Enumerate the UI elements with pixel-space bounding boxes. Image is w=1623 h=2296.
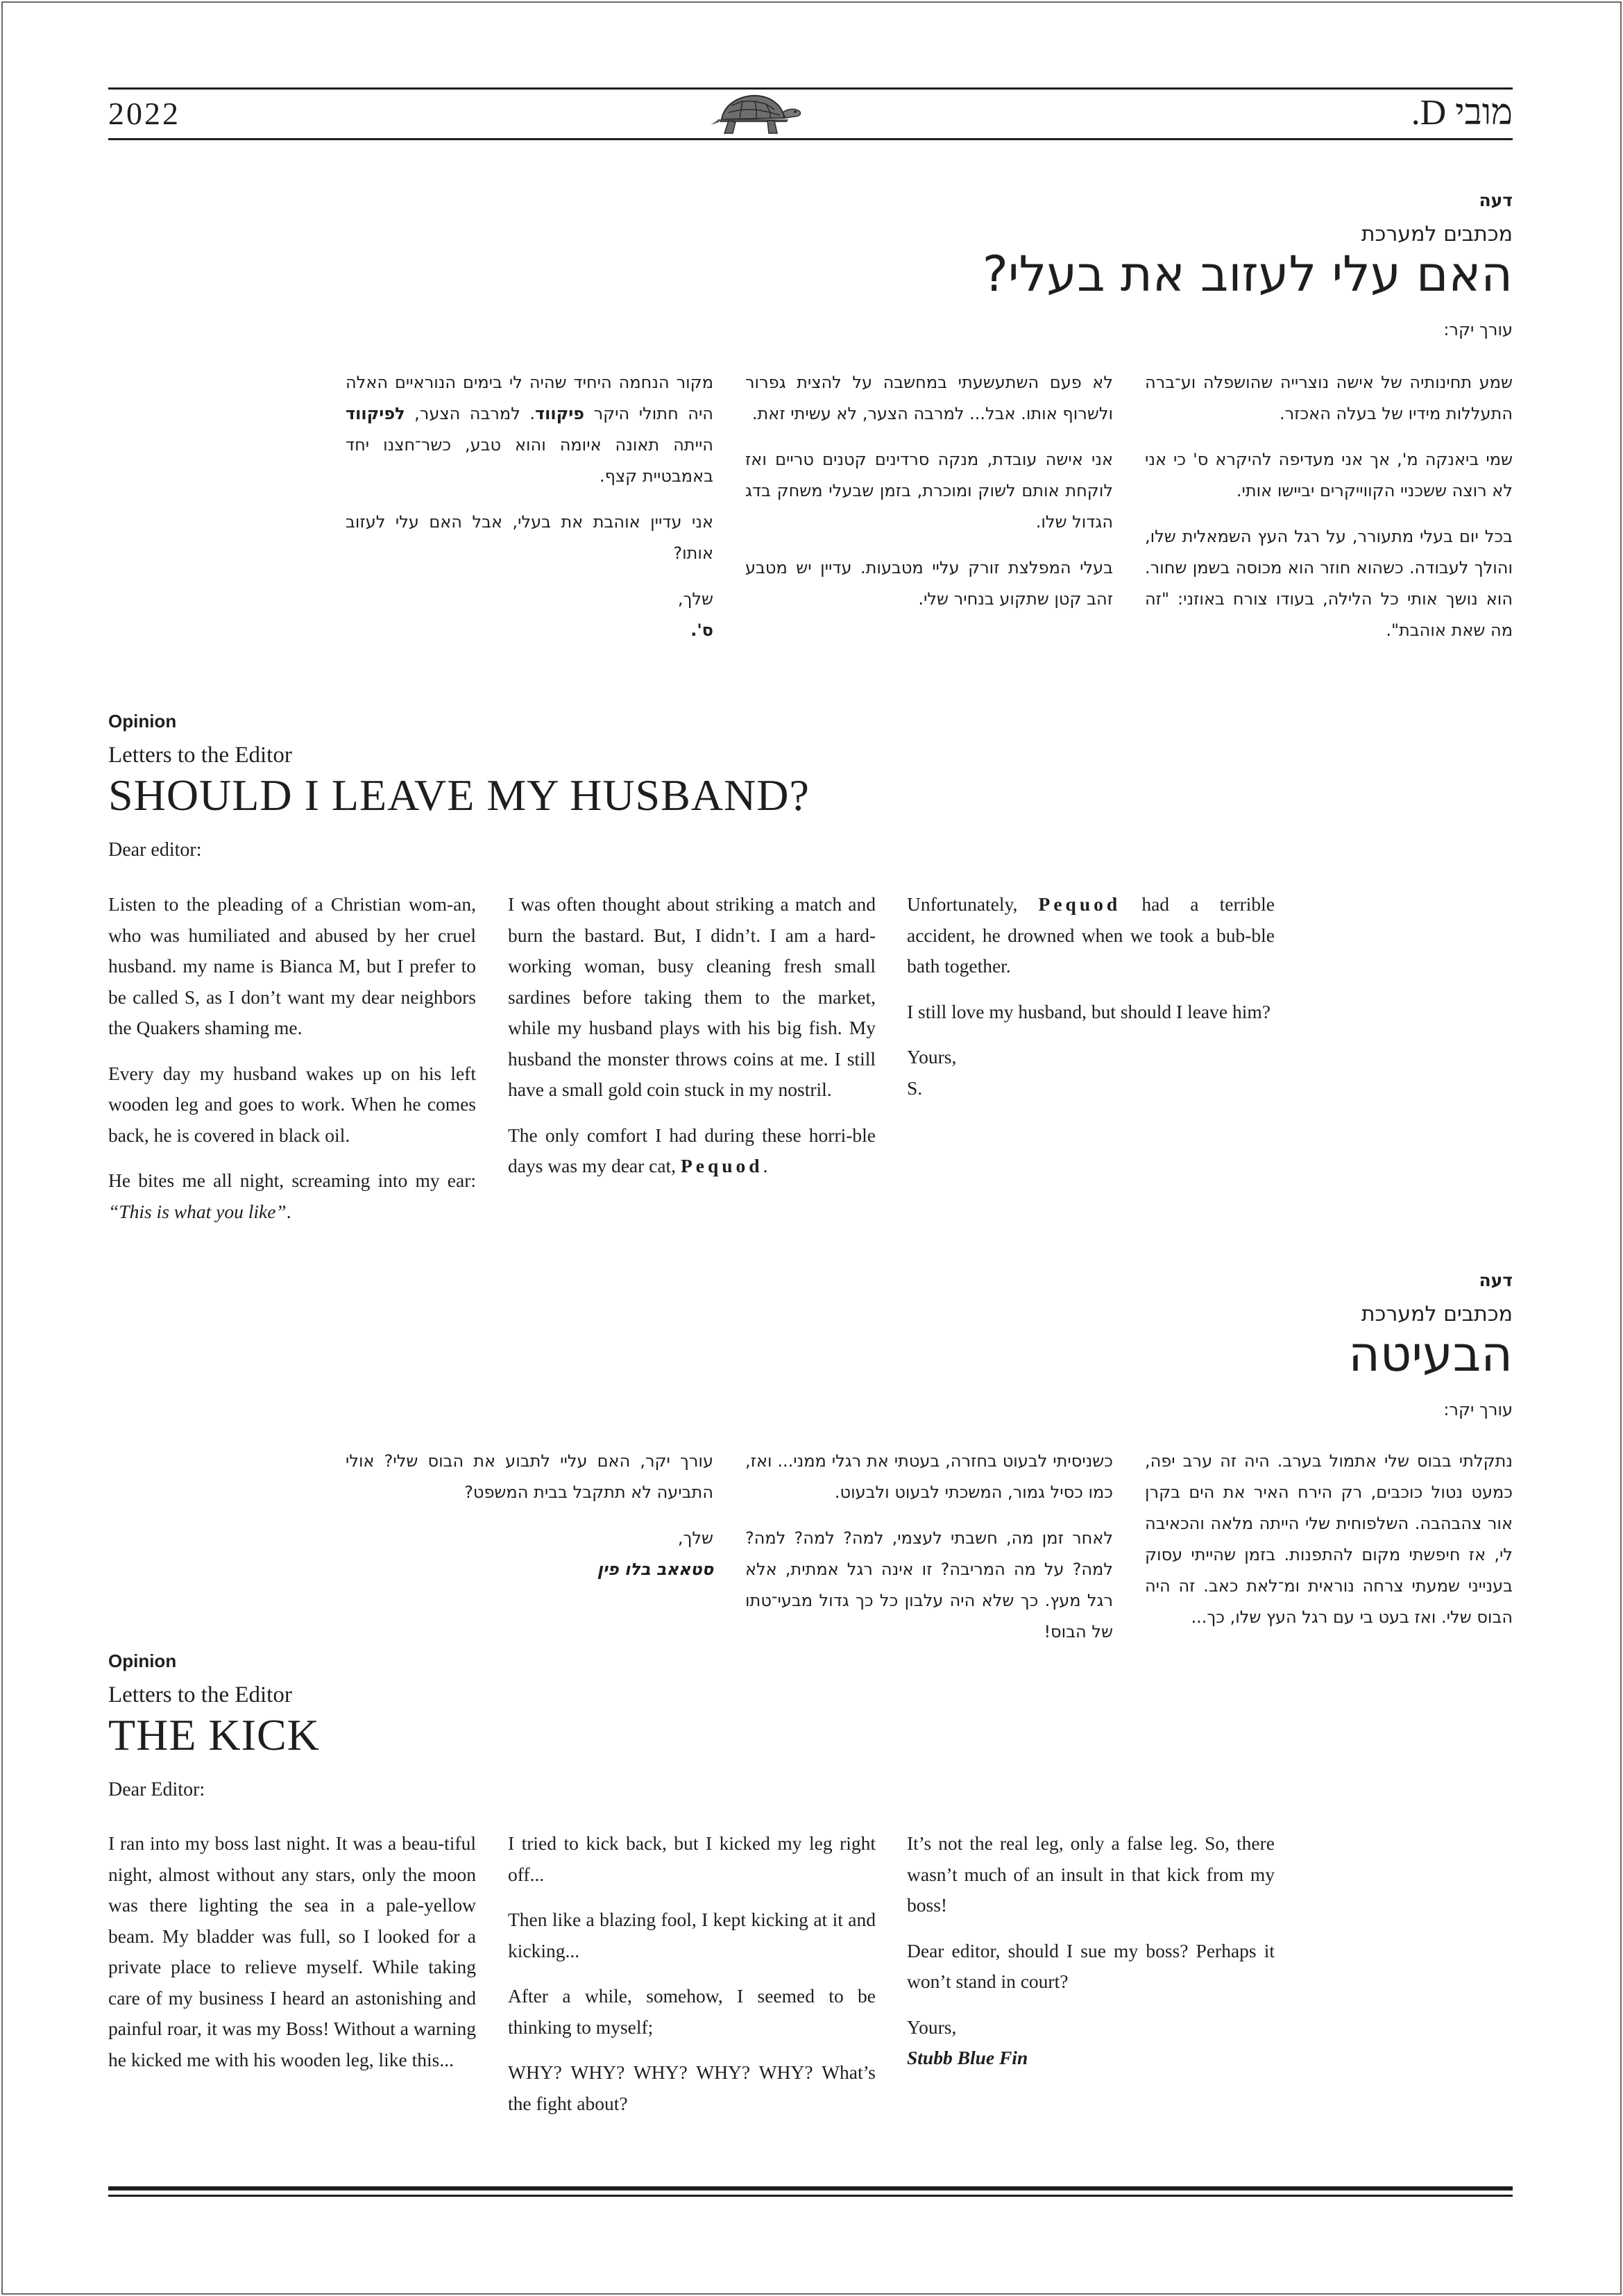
he-article2-title: הבעיטה (1348, 1326, 1513, 1383)
sign-off: שלך, (677, 1528, 713, 1548)
he-article1-column-1 (1145, 367, 1513, 661)
paragraph: WHY? WHY? WHY? WHY? WHY? What’s the fight about? (508, 2061, 876, 2114)
tortoise-icon (701, 89, 805, 140)
sign-off: Yours, (907, 1046, 957, 1067)
paragraph: שמע תחינותיה של אישה נוצרייה שהושפלה וע־ברה התעללות מידיו של בעלה האכזר. (1145, 373, 1513, 423)
en-article1-title: SHOULD I LEAVE MY HUSBAND? (108, 770, 810, 820)
paragraph: לא פעם השתעשעתי במחשבה על להצית גפרור ולשרוף אותו. אבל... למרבה הצער, לא עשיתי זאת. (745, 373, 1113, 423)
paragraph: בכל יום בעלי מתעורר, על רגל העץ השמאלית שלו, והולך לעבודה. כשהוא חוזר הוא מכוסה בשמן שחור. הוא נושך אותי כל הלילה, בעודו צורח באוזני: "זה מה שאת אוהבת". (1145, 527, 1513, 640)
footer-thin-rule (108, 2195, 1513, 2197)
en-article1-subtitle: Letters to the Editor (108, 743, 292, 768)
en-article1-column-2 (508, 889, 876, 1197)
en-article2-column-1 (108, 1828, 476, 2090)
he-article2-kicker: דעה (1479, 1270, 1513, 1290)
en-article2-column-2 (508, 1828, 876, 2134)
paragraph: Dear editor, should I sue my boss? Perhaps it won’t stand in court? (907, 1939, 1275, 1992)
masthead-top-rule (108, 87, 1513, 90)
he-article1-kicker: דעה (1479, 190, 1513, 210)
paragraph: Unfortunately, Pequod had a terrible accident, he drowned when we took a bub-ble bath together. (907, 893, 1275, 977)
en-article2-column-3 (907, 1828, 1275, 2088)
footer-thick-rule (108, 2186, 1513, 2191)
paragraph: לאחר זמן מה, חשבתי לעצמי, למה? למה? למה? למה? על מה המריבה? זו אינה רגל אמתית, אלא רגל מעץ. כך שלא היה עלבון כל כך גדול מבעי־טתו של הבוס! (745, 1528, 1113, 1641)
paragraph: After a while, somehow, I seemed to be thinking to myself; (508, 1985, 876, 2038)
masthead-bottom-rule (108, 138, 1513, 140)
sign-off: שלך, (677, 589, 713, 609)
pequod-name: לפיקווד (346, 404, 405, 423)
signature: סטאאב בלו פין (597, 1560, 713, 1579)
en-article1-column-3 (907, 889, 1275, 1118)
en-article2-salutation: Dear Editor: (108, 1779, 205, 1800)
he-article2-column-3 (346, 1446, 713, 1600)
pequod-name: Pequod (1038, 893, 1121, 915)
quote: “This is what you like” (108, 1200, 287, 1222)
he-article2-column-2 (745, 1446, 1113, 1662)
signature: Stubb Blue Fin (907, 2047, 1028, 2068)
paragraph: The only comfort I had during these horri-ble days was my dear cat, Pequod. (508, 1124, 876, 1176)
sign-off: Yours, (907, 2016, 957, 2038)
he-article1-subtitle: מכתבים למערכת (1361, 222, 1513, 246)
en-article2-subtitle: Letters to the Editor (108, 1682, 292, 1707)
paragraph: He bites me all night, screaming into my ear: “This is what you like”. (108, 1170, 476, 1222)
paragraph: It’s not the real leg, only a false leg. So, there wasn’t much of an insult in that kick from my boss! (907, 1832, 1275, 1916)
masthead-year: 2022 (108, 96, 180, 131)
he-article2-column-1 (1145, 1446, 1513, 1648)
he-article2-salutation: עורך יקר: (1443, 1400, 1513, 1419)
paragraph: בעלי המפלצת זורק עליי מטבעות. עדיין יש מטבע זהב קטן שתקוע בנחיר שלי. (745, 558, 1113, 609)
he-article1-column-2 (745, 367, 1113, 630)
paragraph: אני עדיין אוהבת את בעלי, אבל האם עלי לעזוב אותו? (346, 512, 713, 563)
paragraph: I tried to kick back, but I kicked my leg right off... (508, 1832, 876, 1885)
en-article1-salutation: Dear editor: (108, 839, 202, 861)
he-article1-title: האם עלי לעזוב את בעלי? (982, 246, 1513, 303)
paragraph: כשניסיתי לבעוט בחזרה, בעטתי את רגלי ממני... ואז, כמו כסיל גמור, המשכתי לבעוט ולבעוט. (745, 1451, 1113, 1502)
signature: ס'. (690, 621, 713, 640)
signature: S. (907, 1077, 923, 1099)
paragraph: אני אישה עובדת, מנקה סרדינים קטנים טריים ואז לוקחת אותם לשוק ומוכרת, בזמן שבעלי משחק בדג הגדול שלו. (745, 450, 1113, 532)
paragraph: Listen to the pleading of a Christian wom-an, who was humiliated and abused by her cruel husband. my name is Bianca M, but I prefer to be called S, as I don’t want my dear neighbors the Quakers shaming me. (108, 893, 476, 1038)
pequod-name: Pequod (680, 1155, 763, 1176)
paragraph: עורך יקר, האם עליי לתבוע את הבוס שלי? אולי התביעה לא תתקבל בבית המשפט? (346, 1451, 713, 1502)
paragraph: נתקלתי בבוס שלי אתמול בערב. היה זה ערב יפה, כמעט נטול כוכבים, רק הירח האיר את הים בקרן אור צהבהבה. השלפוחית שלי הייתה מלאה והכאיבה לי, אז חיפשתי מקום להתפנות. בזמן שהייתי עסוק בענייני שמעתי צרחה נוראית ומ־לאת כאב. זה היה הבוס שלי. ואז בעט בי עם רגל העץ שלו, כך... (1145, 1451, 1513, 1627)
en-article2-kicker: Opinion (108, 1651, 177, 1671)
pequod-name: פיקווד (534, 404, 585, 423)
paragraph: Every day my husband wakes up on his left wooden leg and goes to work. When he comes back, he is covered in black oil. (108, 1062, 476, 1146)
he-article2-subtitle: מכתבים למערכת (1361, 1302, 1513, 1326)
masthead-title: מובי D. (1411, 93, 1513, 133)
he-article1-salutation: עורך יקר: (1443, 320, 1513, 339)
en-article1-column-1 (108, 889, 476, 1242)
paragraph: Then like a blazing fool, I kept kicking at it and kicking... (508, 1909, 876, 1961)
paragraph: שמי ביאנקה מ', אך אני מעדיפה להיקרא ס' כי אני לא רוצה ששכניי הקווייקרים יביישו אותי. (1145, 450, 1513, 500)
paragraph: I still love my husband, but should I leave him? (907, 1000, 1271, 1022)
paragraph: I was often thought about striking a match and burn the bastard. But, I didn’t. I am a hard-working woman, busy cleaning fresh small sardines before taking them to the market, while my husband plays with his big fish. My husband the monster throws coins at me. I still have a small gold coin stuck in my nostril. (508, 893, 876, 1100)
he-article1-column-3 (346, 367, 713, 661)
en-article1-kicker: Opinion (108, 711, 177, 732)
paragraph: I ran into my boss last night. It was a beau-tiful night, almost without any stars, only the moon was there lighting the sea in a pale-yellow beam. My bladder was full, so I looked for a private place to relieve myself. While taking care of my business I heard an astonishing and painful roar, it was my Boss! Without a warning he kicked me with his wooden leg, like this... (108, 1832, 476, 2070)
paragraph: מקור הנחמה היחיד שהיה לי בימים הנוראיים האלה היה חתולי היקר פיקווד. למרבה הצער, לפיקווד הייתה תאונה איומה והוא טבע, כשר־חצנו יחד באמבטיית קצף. (346, 373, 713, 486)
en-article2-title: THE KICK (108, 1710, 320, 1759)
